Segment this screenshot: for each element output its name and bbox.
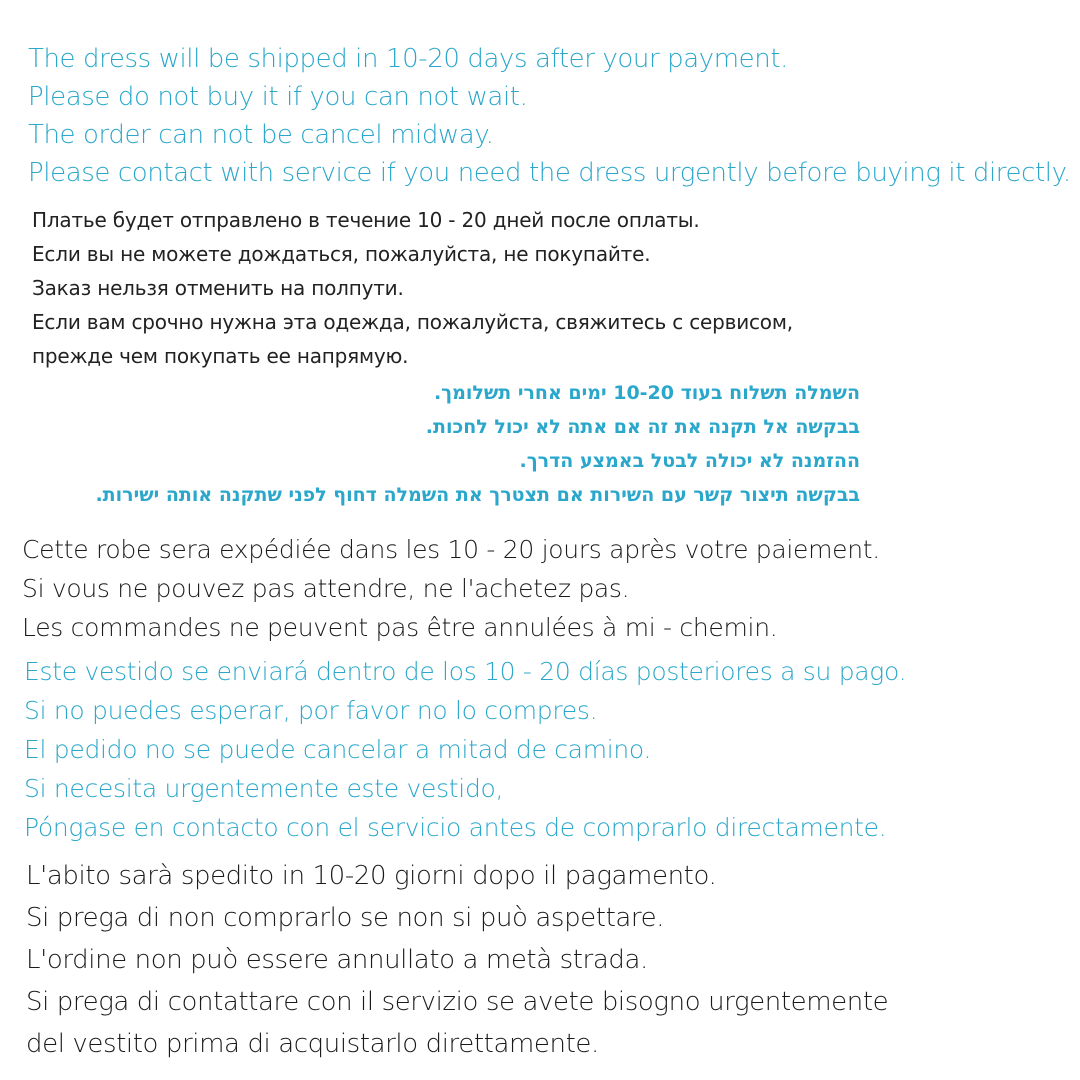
russian-line: Если вам срочно нужна эта одежда, пожалуйста, свяжитесь с сервисом, bbox=[32, 310, 793, 334]
spanish-line: Este vestido se enviará dentro de los 10 - 20 días posteriores a su pago. bbox=[24, 657, 907, 686]
russian-line: прежде чем покупать ее напрямую. bbox=[32, 344, 409, 368]
french-line: Cette robe sera expédiée dans les 10 - 20 jours après votre paiement. bbox=[22, 535, 880, 564]
english-line: Please contact with service if you need the dress urgently before buying it directly. bbox=[28, 158, 1071, 188]
italian-notice bbox=[26, 855, 888, 1065]
italian-line: L'ordine non può essere annullato a metà strada. bbox=[26, 945, 648, 975]
italian-line: Si prega di non comprarlo se non si può aspettare. bbox=[26, 903, 665, 933]
italian-line: L'abito sarà spedito in 10-20 giorni dopo il pagamento. bbox=[26, 861, 717, 891]
italian-line: del vestito prima di acquistarlo direttamente. bbox=[26, 1029, 599, 1059]
hebrew-line: בבקשה תיצור קשר עם השירות אם תצטרך את השמלה דחוף לפני שתקנה אותה ישירות. bbox=[95, 484, 860, 506]
spanish-line: Póngase en contacto con el servicio antes de comprarlo directamente. bbox=[24, 813, 887, 842]
french-line: Si vous ne pouvez pas attendre, ne l'achetez pas. bbox=[22, 574, 630, 603]
hebrew-line: השמלה תשלוח בעוד 10-20 ימים אחרי תשלומך. bbox=[433, 382, 860, 404]
spanish-line: El pedido no se puede cancelar a mitad de camino. bbox=[24, 735, 652, 764]
spanish-notice bbox=[24, 652, 906, 847]
english-line: Please do not buy it if you can not wait. bbox=[28, 82, 528, 112]
russian-line: Если вы не можете дождаться, пожалуйста, не покупайте. bbox=[32, 242, 651, 266]
spanish-line: Si no puedes esperar, por favor no lo compres. bbox=[24, 696, 598, 725]
spanish-line: Si necesita urgentemente este vestido, bbox=[24, 774, 504, 803]
french-notice bbox=[22, 530, 880, 647]
russian-notice bbox=[32, 203, 793, 373]
french-line: Les commandes ne peuvent pas être annulées à mi - chemin. bbox=[22, 613, 778, 642]
hebrew-line: ההזמנה לא יכולה לבטל באמצע הדרך. bbox=[519, 450, 860, 472]
english-line: The dress will be shipped in 10-20 days after your payment. bbox=[28, 44, 788, 74]
english-line: The order can not be cancel midway. bbox=[28, 120, 494, 150]
english-notice bbox=[28, 40, 1071, 192]
hebrew-notice bbox=[24, 376, 860, 512]
russian-line: Платье будет отправлено в течение 10 - 20 дней после оплаты. bbox=[32, 208, 700, 232]
italian-line: Si prega di contattare con il servizio se avete bisogno urgentemente bbox=[26, 987, 889, 1017]
hebrew-line: בבקשה אל תקנה את זה אם אתה לא יכול לחכות. bbox=[425, 416, 860, 438]
russian-line: Заказ нельзя отменить на полпути. bbox=[32, 276, 404, 300]
